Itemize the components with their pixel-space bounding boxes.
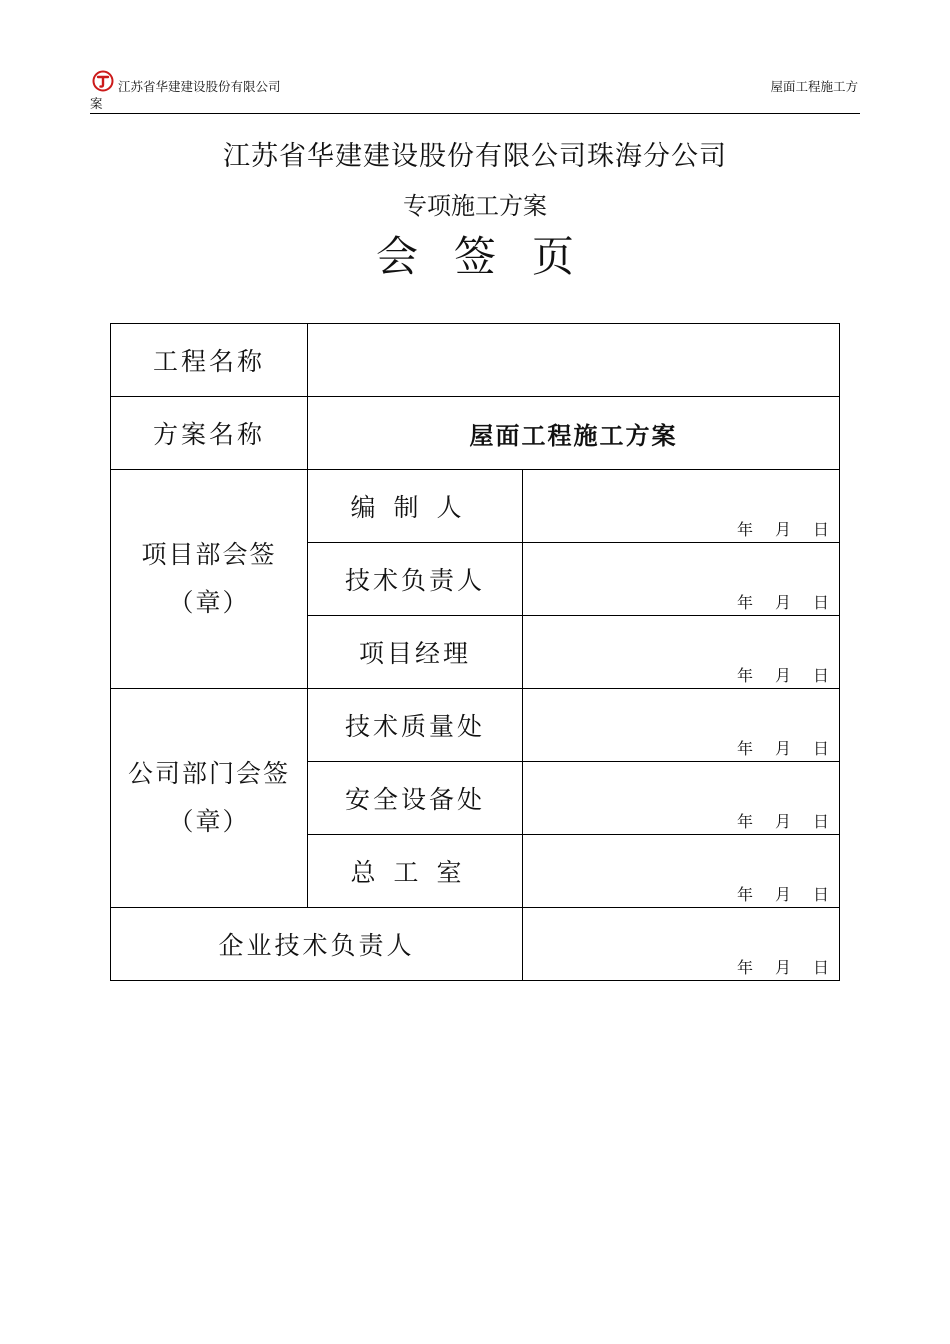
signature-cell[interactable] [523,616,840,689]
enterprise-tech-lead-label: 企业技术负责人 [111,908,523,981]
date-line: 年 月 日 [736,812,829,831]
project-name-label: 工程名称 [111,324,308,397]
company-logo-icon [92,70,114,92]
date-line: 年 月 日 [736,520,829,539]
project-dept-label: 项目部会签 [141,540,277,569]
project-dept-seal-note: （章） [168,588,250,617]
signature-cell[interactable] [523,762,840,835]
document-title-sign-page: 会签页 [375,232,610,281]
project-dept-group [111,470,308,689]
table-row [111,470,840,543]
signature-cell[interactable] [523,689,840,762]
role-label-compiler: 编制人 [308,470,523,543]
plan-name-label: 方案名称 [111,397,308,470]
table-row [111,908,840,981]
document-title-company: 江苏省华建建设股份有限公司珠海分公司 [223,141,727,172]
date-line: 年 月 日 [736,958,829,977]
company-dept-seal-note: （章） [168,807,250,836]
table-row [111,324,840,397]
role-label-project-manager: 项目经理 [308,616,523,689]
document-title-plan: 专项施工方案 [403,192,547,220]
date-line: 年 月 日 [736,593,829,612]
countersign-table [110,323,840,981]
company-dept-group [111,689,308,908]
signature-cell[interactable] [523,543,840,616]
page-header [90,68,860,114]
plan-name-value: 屋面工程施工方案 [308,397,840,470]
header-company-name: 江苏省华建建设股份有限公司 [118,79,281,94]
table-row [111,397,840,470]
role-label-quality: 技术质量处 [308,689,523,762]
role-label-tech-lead: 技术负责人 [308,543,523,616]
header-divider [90,113,860,114]
table-row [111,689,840,762]
role-label-chief-engineer: 总工室 [308,835,523,908]
company-dept-label: 公司部门会签 [127,759,290,788]
signature-cell[interactable] [523,908,840,981]
header-document-title: 屋面工程施工方 [770,79,858,94]
role-label-safety: 安全设备处 [308,762,523,835]
date-line: 年 月 日 [736,739,829,758]
date-line: 年 月 日 [736,666,829,685]
header-title-wrap: 案 [90,96,103,111]
date-line: 年 月 日 [736,885,829,904]
signature-cell[interactable] [523,470,840,543]
project-name-value[interactable] [308,324,840,397]
signature-cell[interactable] [523,835,840,908]
